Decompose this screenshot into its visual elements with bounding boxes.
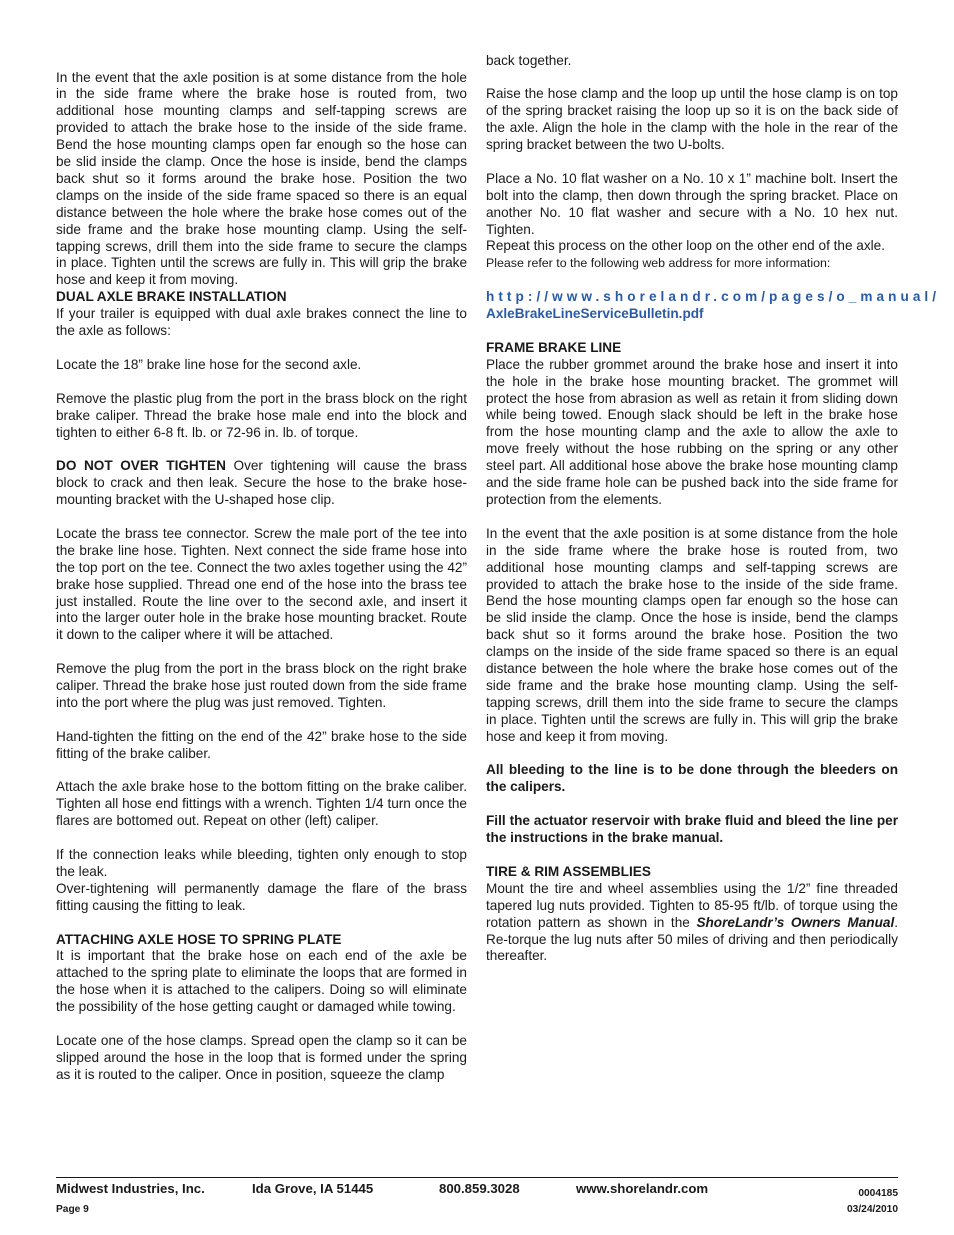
service-bulletin-link[interactable] (486, 289, 941, 323)
paragraph: Mount the tire and wheel assemblies using the 1/2” fine threaded tapered lug nuts provided. Tighten to 85-95 ft/lb. of torque using the rotation pattern as shown in the ShoreLandr’s Owners Manual. Re-torque the lug nuts after 50 miles of driving and then periodically thereafter. (486, 880, 899, 964)
footer-city: Ida Grove, IA 51445 (252, 1181, 374, 1196)
section-heading-frame-brake-line: FRAME BRAKE LINE (486, 339, 622, 355)
paragraph: Remove the plug from the port in the brass block on the right brake caliper. Thread the brake hose just routed down from the side frame into the port where the plug was just removed. Tighten. (56, 661, 467, 710)
paragraph: Repeat this process on the other loop on the other end of the axle. (486, 238, 886, 254)
section-heading-dual-axle: DUAL AXLE BRAKE INSTALLATION (56, 289, 287, 305)
link-text-line1[interactable]: http://www.shorelandr.com/pages/o_manual/ (486, 289, 941, 305)
paragraph: Locate the brass tee connector. Screw the male port of the tee into the brake line hose. Tighten. Next connect the side frame hose into the top port on the tee. Connect the two axles together using the 42” brake hose supplied. Thread one end of the hose into the brass tee just installed. Route the line over to the second axle, and insert it into the larger outer hole in the brake hose mounting bracket. Route it down to the caliper where it will be attached. (56, 525, 467, 643)
paragraph: It is important that the brake hose on each end of the axle be attached to the spring plate to eliminate the loops that are formed in the hose when it is attached to the calipers. Doing so will eliminate the possibility of the hose getting caught or damaged while towing. (56, 948, 467, 1015)
footer-website: www.shorelandr.com (576, 1181, 709, 1196)
bold-note: Fill the actuator reservoir with brake fluid and bleed the line per the instructions in the brake manual. (486, 813, 898, 846)
warning-text: DO NOT OVER TIGHTEN (56, 458, 226, 474)
paragraph: Remove the plastic plug from the port in the brass block on the right brake caliper. Thread the brake hose male end into the block and tighten to either 6-8 ft. lb. or 72-96 in. lb. of torque. (56, 390, 467, 440)
paragraph: In the event that the axle position is at some distance from the hole in the side frame where the brake hose is routed from, two additional hose mounting clamps and self-tapping screws are provided to attach the brake hose to the inside of the side frame. Bend the hose mounting clamps open far enough so the hose can be slid inside the clamp. Once the hose is inside, bend the clamps back shut so it forms around the brake hose. Position the two clamps on the inside of the side frame spaced so there is an equal distance between the hole where the brake hose comes out of the side frame and the brake hose mounting clamp. Using the self-tapping screws, drill them into the side frame to secure the clamps in place. Tighten until the screws are fully in. This will grip the brake hose and keep it from moving. (486, 525, 898, 744)
paragraph: Over-tightening will permanently damage the flare of the brass fitting causing the fitting to leak. (56, 880, 467, 913)
left-column (56, 70, 467, 1084)
paragraph: Hand-tighten the fitting on the end of the 42” brake hose to the side fitting of the brake caliber. (56, 728, 467, 761)
footer-rule (56, 1177, 898, 1178)
paragraph: In the event that the axle position is at some distance from the hole in the side frame where the brake hose is routed from, two additional hose mounting clamps and self-tapping screws are provided to attach the brake hose to the inside of the side frame. Bend the hose mounting clamps open far enough so the hose can be slid inside the clamp. Once the hose is inside, bend the clamps back shut so it forms around the brake hose. Position the two clamps on the inside of the side frame spaced so there is an equal distance between the hole where the brake hose comes out of the side frame and the brake hose mounting clamp. Using the self-tapping screws, drill them into the side frame to secure the clamps in place. Tighten until the screws are fully in. This will grip the brake hose and keep it from moving. (56, 69, 467, 288)
paragraph: Attach the axle brake hose to the bottom fitting on the brake caliber. Tighten all hose end fittings with a wrench. Tighten 1/4 turn once the flares are bottomed out. Repeat on other (left) caliper. (56, 779, 467, 829)
right-column (486, 52, 941, 966)
section-heading-tire-rim: TIRE & RIM ASSEMBLIES (486, 863, 651, 879)
paragraph: Locate the 18” brake line hose for the second axle. (56, 356, 362, 372)
link-text-line2[interactable]: AxleBrakeLineServiceBulletin.pdf (486, 306, 704, 322)
bold-note: All bleeding to the line is to be done through the bleeders on the calipers. (486, 762, 898, 795)
paragraph: back together. (486, 52, 572, 68)
paragraph: If your trailer is equipped with dual axle brakes connect the line to the axle as follows: (56, 306, 467, 339)
footer-doc-number: 0004185 (858, 1188, 898, 1199)
paragraph: If the connection leaks while bleeding, tighten only enough to stop the leak. (56, 847, 467, 879)
manual-title: ShoreLandr’s Owners Manual (696, 914, 895, 930)
paragraph: DO NOT OVER TIGHTEN Over tightening will cause the brass block to crack and then leak. Secure the hose to the brake hose-mounting bracket with the U-shaped hose clip. (56, 458, 467, 508)
footer-phone: 800.859.3028 (439, 1181, 520, 1196)
paragraph: Place the rubber grommet around the brake hose and insert it into the hole in the brake hose mounting bracket. The grommet will protect the hose from abrasion as well as retain it from sliding down while being towed. Enough slack should be left in the brake hose from the hose mounting clamp and the axle to allow the axle to move freely without the hose rubbing on the spring or any other steel part. All additional hose above the brake hose mounting clamp and the side frame hole can be pushed back into the side frame for protection from the elements. (486, 356, 898, 507)
footer-date: 03/24/2010 (847, 1204, 898, 1215)
footer-company: Midwest Industries, Inc. (56, 1181, 205, 1196)
paragraph: Locate one of the hose clamps. Spread open the clamp so it can be slipped around the hose in the loop that is formed under the spring as it is routed to the caliper. Once in position, squeeze the clamp (56, 1033, 467, 1082)
paragraph: Place a No. 10 flat washer on a No. 10 x 1” machine bolt. Insert the bolt into the clamp, then down through the spring bracket. Place on another No. 10 flat washer and secure with a No. 10 hex nut. Tighten. (486, 170, 898, 237)
section-heading-attaching-axle-hose: ATTACHING AXLE HOSE TO SPRING PLATE (56, 931, 342, 947)
paragraph: Raise the hose clamp and the loop up until the hose clamp is on top of the spring bracket raising the loop up so it is on the back side of the axle. Align the hole in the clamp with the hole in the rear of the spring bracket between the two U-bolts. (486, 86, 898, 153)
footer-page-number: Page 9 (56, 1204, 89, 1215)
paragraph: Please refer to the following web address for more information: (486, 256, 831, 271)
